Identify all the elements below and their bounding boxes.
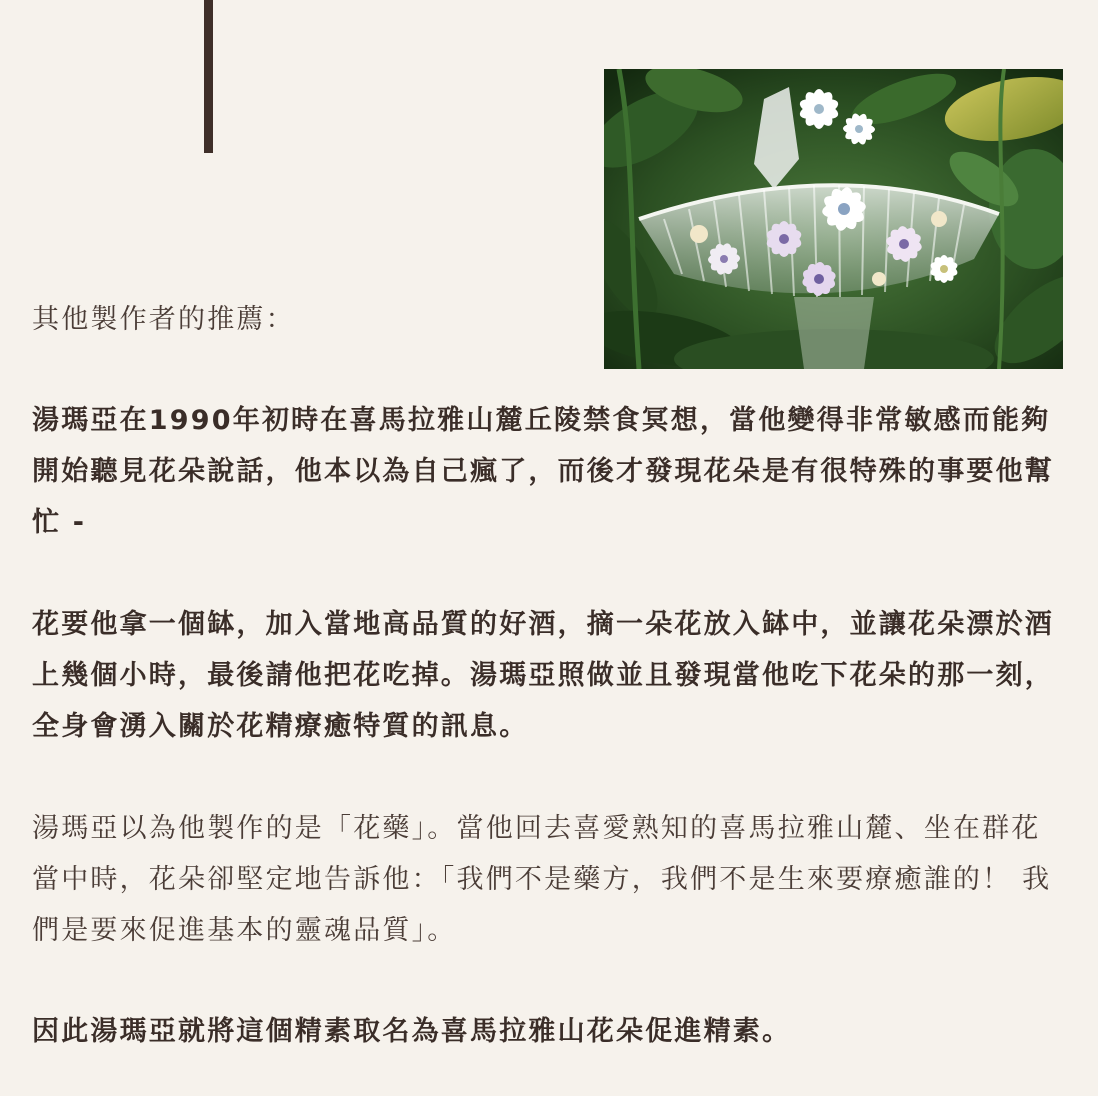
intro-heading: 其他製作者的推薦： bbox=[32, 304, 295, 335]
paragraph-fasting-meditation: 湯瑪亞在1990年初時在喜馬拉雅山麓丘陵禁食冥想，當他變得非常敏感而能夠開始聽見花朵說話，他本以為自己瘋了，而後才發現花朵是有很特殊的事要他幫忙 - bbox=[32, 405, 1054, 538]
paragraph-flower-bowl-ritual: 花要他拿一個缽，加入當地高品質的好酒，摘一朵花放入缽中，並讓花朵漂於酒上幾個小時，最後請他把花吃掉。湯瑪亞照做並且發現當他吃下花朵的那一刻，全身會湧入關於花精療癒特質的訊息。 bbox=[32, 609, 1054, 742]
paragraph-flower-message: 湯瑪亞以為他製作的是「花藥」。當他回去喜愛熟知的喜馬拉雅山麓、坐在群花當中時，花朵卻堅定地告訴他：「我們不是藥方，我們不是生來要療癒誰的！ 我們是要來促進基本的靈魂品質」。 bbox=[32, 813, 1052, 946]
decorative-vertical-bar bbox=[204, 0, 213, 153]
paragraph-essence-naming: 因此湯瑪亞就將這個精素取名為喜馬拉雅山花朵促進精素。 bbox=[32, 1016, 792, 1047]
